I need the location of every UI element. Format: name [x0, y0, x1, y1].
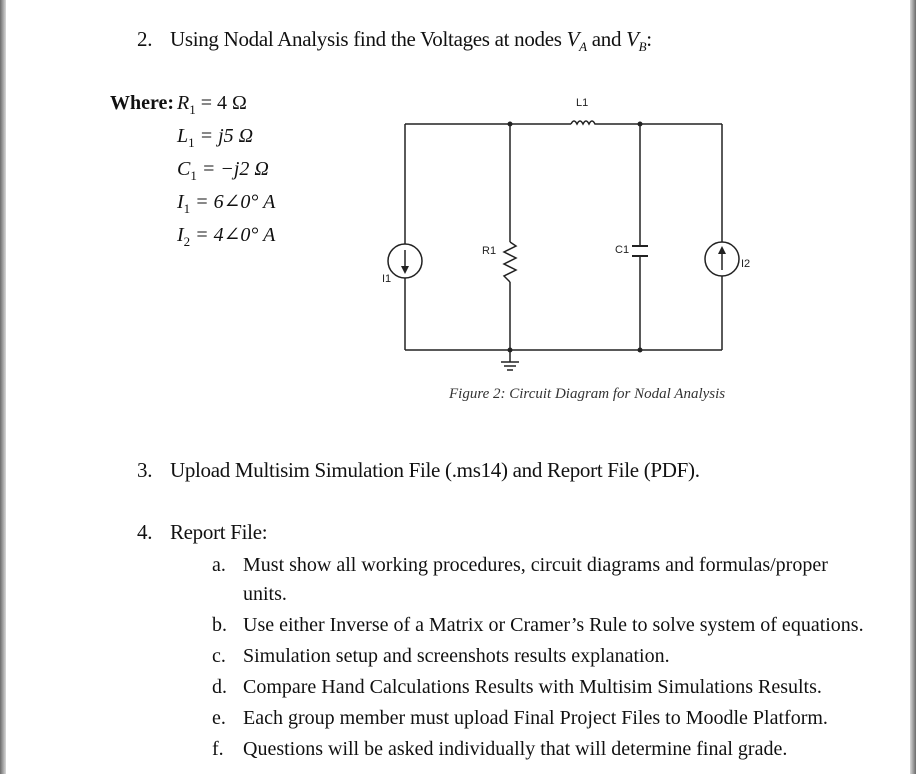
node-vb: $V_B$ — [626, 27, 647, 55]
question-2-and: and — [591, 27, 622, 51]
question-3: 3. Upload Multisim Simulation File (.ms14) and Report File (PDF). — [137, 458, 700, 482]
node-va: $V_A$ — [566, 27, 587, 55]
label-i2: I2 — [741, 258, 751, 270]
given-row-c1: $C_1 = -j2$ Ω — [177, 158, 269, 183]
ground-symbol — [501, 362, 519, 370]
report-requirements-list — [212, 550, 864, 765]
capacitor-c1 — [632, 246, 648, 256]
current-source-i2 — [705, 242, 739, 276]
question-4: 4. Report File: — [137, 520, 268, 544]
inductor-l1 — [571, 121, 598, 124]
label-c1: C1 — [615, 244, 630, 256]
question-2-number: 2. — [137, 27, 153, 51]
list-item: d. Compare Hand Calculations Results with Multisim Simulations Results. — [212, 676, 822, 698]
list-item: b. Use either Inverse of a Matrix or Cramer’s Rule to solve system of equations. — [212, 614, 864, 636]
list-item: c. Simulation setup and screenshots results explanation. — [212, 645, 670, 667]
where-label: Where: — [110, 92, 175, 114]
list-item: a. Must show all working procedures, circuit diagrams and formulas/proper — [212, 554, 828, 576]
list-item-continuation: units. — [243, 583, 287, 605]
question-4-text: Report File: — [169, 520, 268, 544]
list-item: e. Each group member must upload Final Project Files to Moodle Platform. — [212, 707, 828, 729]
given-row-r1: Where: $R_1 = 4$ Ω — [110, 92, 247, 117]
given-row-i1: $I_1$ = 6∠0° A — [177, 191, 276, 216]
given-row-l1: $L_1 = j5$ Ω — [177, 125, 254, 150]
list-item: f. Questions will be asked individually that will determine final grade. — [212, 738, 788, 760]
given-values — [110, 90, 275, 255]
given-row-i2: $I_2$ = 4∠0° A — [177, 224, 276, 249]
question-3-text: Upload Multisim Simulation File (.ms14) and Report File (PDF). — [169, 458, 700, 482]
circuit-diagram — [360, 92, 760, 382]
resistor-r1 — [504, 242, 516, 282]
page-edge-right — [910, 0, 916, 774]
label-r1: R1 — [482, 245, 497, 257]
question-2: 2. Using Nodal Analysis find the Voltages at nodes $V_A$ and $V_B$: — [137, 27, 652, 55]
label-i1: I1 — [382, 273, 392, 285]
figure-caption: Figure 2: Circuit Diagram for Nodal Analysis — [449, 386, 726, 402]
label-l1: L1 — [576, 97, 589, 109]
question-2-text: Using Nodal Analysis find the Voltages at nodes — [169, 27, 562, 51]
page-edge-left — [0, 0, 6, 774]
current-source-i1 — [388, 244, 422, 278]
